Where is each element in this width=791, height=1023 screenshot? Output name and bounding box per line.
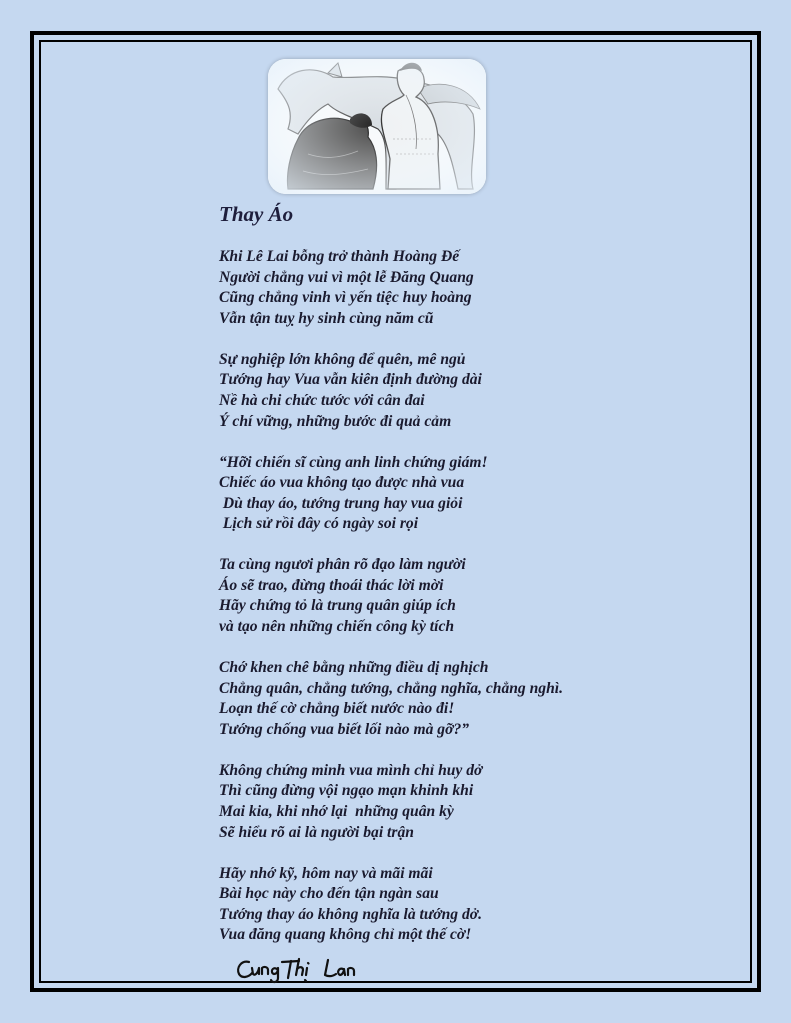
poem-line: Khi Lê Lai bỗng trở thành Hoàng Đế xyxy=(219,248,460,265)
poem-line: Ý chí vững, những bước đi quả cảm xyxy=(219,412,452,430)
poem-line: Mai kia, khi nhớ lại những quân kỳ xyxy=(219,803,454,821)
poem-line: Người chẳng vui vì một lễ Đăng Quang xyxy=(219,268,474,286)
stanza-7 xyxy=(219,864,639,946)
poem-line: Áo sẽ trao, đừng thoái thác lời mời xyxy=(219,576,444,594)
poem-line: Tướng thay áo không nghĩa là tướng dở. xyxy=(219,905,483,923)
poem-line: Bài học này cho đến tận ngàn sau xyxy=(219,885,439,903)
illustration-horse-and-men xyxy=(268,59,486,194)
poem-line: Không chứng minh vua mình chỉ huy dở xyxy=(219,761,483,779)
poem-line: Ta cùng ngươi phân rõ đạo làm người xyxy=(219,556,466,574)
poem-line: Hãy chứng tỏ là trung quân giúp ích xyxy=(219,597,456,615)
poem-line: Chẳng quân, chẳng tướng, chẳng nghĩa, chẳng nghì. xyxy=(219,679,563,697)
poem-line: Thì cũng đừng vội ngạo mạn khinh khi xyxy=(219,782,474,800)
poem-line: Lịch sử rồi đây có ngày soi rọi xyxy=(219,515,419,533)
stanza-5 xyxy=(219,658,639,740)
poem-line: Vua đăng quang không chỉ một thế cờ! xyxy=(219,926,472,944)
stanza-2 xyxy=(219,350,639,432)
stanza-1 xyxy=(219,247,639,329)
poem-line: Hãy nhớ kỹ, hôm nay và mãi mãi xyxy=(219,864,433,882)
poem-line: Tướng hay Vua vẫn kiên định đường dài xyxy=(219,371,482,389)
stanza-6 xyxy=(219,761,639,843)
poem-line: Loạn thế cờ chẳng biết nước nào đi! xyxy=(219,700,455,718)
handwritten-signature xyxy=(233,954,363,986)
poem-line: Chớ khen chê bằng những điều dị nghịch xyxy=(219,659,489,677)
poem-line: Vẫn tận tuỵ hy sinh cùng năm cũ xyxy=(219,309,434,327)
poem-line: Sẽ hiểu rõ ai là người bại trận xyxy=(219,823,414,841)
stanza-3 xyxy=(219,453,639,535)
poem-line: và tạo nên những chiến công kỳ tích xyxy=(219,618,455,636)
poem-line: Tướng chống vua biết lối nào mà gỡ?” xyxy=(219,720,470,738)
poem-line: Dù thay áo, tướng trung hay vua giỏi xyxy=(219,494,463,512)
poem-line: Sự nghiệp lớn không để quên, mê ngủ xyxy=(219,350,466,368)
poem-line: Nề hà chi chức tước với cân đai xyxy=(219,391,425,409)
poem-line: Cũng chẳng vinh vì yến tiệc huy hoàng xyxy=(219,289,472,307)
poem-line: Chiếc áo vua không tạo được nhà vua xyxy=(219,474,465,492)
poem-body xyxy=(219,247,639,966)
poem-line: “Hỡi chiến sĩ cùng anh linh chứng giám! xyxy=(219,453,488,471)
stanza-4 xyxy=(219,555,639,637)
poem-title: Thay Áo xyxy=(219,202,294,226)
